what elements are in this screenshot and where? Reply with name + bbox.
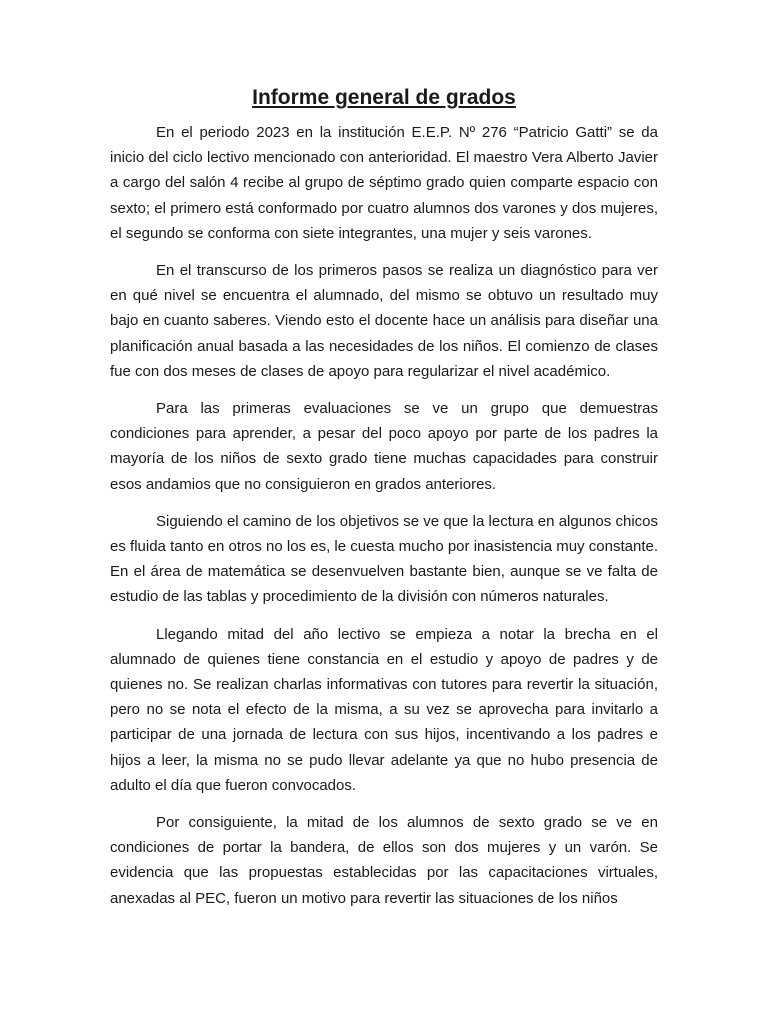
paragraph-5: Llegando mitad del año lectivo se empieza a notar la brecha en el alumnado de quienes tiene constancia en el estudio y apoyo de padres y de quienes no. Se realizan charlas informativas con tutores para revertir la situación, pero no se nota el efecto de la misma, a su vez se aprovecha para invitarlo a participar de una jornada de lectura con sus hijos, incentivando a los padres e hijos a leer, la misma no se pudo llevar adelante ya que no hubo presencia de adulto el día que fueron convocados. bbox=[110, 625, 658, 794]
document-page bbox=[110, 84, 658, 923]
paragraph-4: Siguiendo el camino de los objetivos se ve que la lectura en algunos chicos es fluida tanto en otros no los es, le cuesta mucho por inasistencia muy constante. En el área de matemática se desenvuelven bastante bien, aunque se ve falta de estudio de las tablas y procedimiento de la división con números naturales. bbox=[110, 512, 658, 606]
paragraph-1: En el periodo 2023 en la institución E.E.P. Nº 276 “Patricio Gatti” se da inicio del ciclo lectivo mencionado con anterioridad. El maestro Vera Alberto Javier a cargo del salón 4 recibe al grupo de séptimo grado quien comparte espacio con sexto; el primero está conformado por cuatro alumnos dos varones y dos mujeres, el segundo se conforma con siete integrantes, una mujer y seis varones. bbox=[110, 124, 658, 242]
paragraph-2: En el transcurso de los primeros pasos se realiza un diagnóstico para ver en qué nivel se encuentra el alumnado, del mismo se obtuvo un resultado muy bajo en cuanto saberes. Viendo esto el docente hace un análisis para diseñar una planificación anual basada a las necesidades de los niños. El comienzo de clases fue con dos meses de clases de apoyo para regularizar el nivel académico. bbox=[110, 262, 658, 380]
paragraph-6: Por consiguiente, la mitad de los alumnos de sexto grado se ve en condiciones de portar la bandera, de ellos son dos mujeres y un varón. Se evidencia que las propuestas establecidas por las capacitaciones virtuales, anexadas al PEC, fueron un motivo para revertir las situaciones de los niños bbox=[110, 814, 658, 907]
document-title: Informe general de grados bbox=[252, 86, 516, 109]
paragraph-3: Para las primeras evaluaciones se ve un grupo que demuestras condiciones para aprender, a pesar del poco apoyo por parte de los padres la mayoría de los niños de sexto grado tiene muchas capacidades para construir esos andamios que no consiguieron en grados anteriores. bbox=[110, 400, 658, 493]
